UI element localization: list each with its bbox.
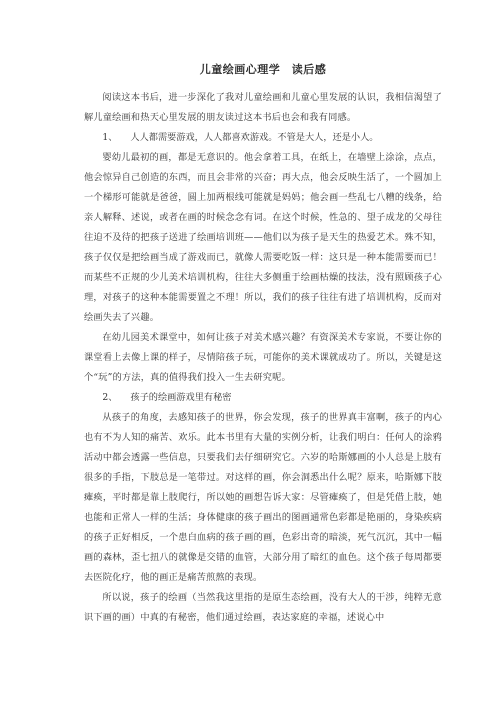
body-paragraph-2: 在幼儿园美术课堂中，如何让孩子对美术感兴趣？有资深美术专家说，不要让你的课堂看上去像上课的样子，尽情陪孩子玩，可能你的美术课就成功了。所以，关键是这个“玩”的方法，真的值得我们投入一生去研究呢。 <box>84 332 442 383</box>
body-paragraph-1: 婴幼儿最初的画，都是无意识的。他会拿着工具，在纸上，在墙壁上涂涂，点点，他会惊异自己创造的东西，而且会非常的兴奋；再大点，他会反映生活了，一个圆加上一个梯形可能就是爸爸，圆上加两根线可能就是妈妈；他会画一些乱七八糟的线条，给亲人解释、述说，或者在画的时候念念有词。在这个时候，性急的、望子成龙的父母往往迫不及待的把孩子送进了绘画培训班——他们以为孩子是天生的热爱艺术。殊不知，孩子仅仅是把绘画当成了游戏而已，就像人需要吃饭一样：这只是一种本能需要而已！而某些不正规的少儿美术培训机构，往往大多侧重于绘画枯燥的技法，没有照顾孩子心理，对孩子的这种本能需要置之不理！所以，我们的孩子往往有进了培训机构，反而对绘画失去了兴趣。 <box>84 152 442 323</box>
body-paragraph-4: 所以说，孩子的绘画（当然我这里指的是原生态绘画，没有大人的干涉，纯粹无意识下画的画）中真的有秘密，他们通过绘画，表达家庭的幸福，述说心中 <box>84 592 442 623</box>
section-heading-1-text: 人人都需要游戏，人人都喜欢游戏。不管是大人，还是小人。 <box>130 132 379 143</box>
section-number-2: 2、 <box>102 392 118 403</box>
section-number-1: 1、 <box>102 132 118 143</box>
intro-paragraph: 阅读这本书后，进一步深化了我对儿童绘画和儿童心里发展的认识，我相信渴望了解儿童绘画和热天心里发展的朋友读过这本书后也会和我有同感。 <box>84 92 442 123</box>
document-title: 儿童绘画心理学 读后感 <box>199 63 327 76</box>
body-paragraph-3: 从孩子的角度，去感知孩子的世界，你会发现，孩子的世界真丰富啊，孩子的内心也有不为人知的痛苦、欢乐。此本书里有大量的实例分析，让我们明白：任何人的涂鸦活动中都会透露一些信息，只要我们去仔细研究它。六岁的哈斯娜画的小人总是上肢有很多的手指，下肢总是一笔带过。对这样的画，你会洞悉出什么呢？原来，哈斯娜下肢瘫痪，平时都是靠上肢爬行，所以她的画想告诉大家：尽管瘫痪了，但是凭借上肢，她也能和正常人一样的生活；身体健康的孩子画出的图画通常色彩都是艳丽的，身染疾病的孩子正好相反，一个患白血病的孩子画的画，色彩出奇的暗淡，死气沉沉，其中一幅画的森林，歪七扭八的就像是交错的血管，大部分用了暗红的血色。这个孩子每周都要去医院化疗，他的画正是痛苦煎熬的表现。 <box>84 412 442 583</box>
section-heading-1 <box>84 128 442 148</box>
section-heading-2-text: 孩子的绘画游戏里有秘密 <box>130 392 232 403</box>
section-heading-2 <box>84 388 442 408</box>
